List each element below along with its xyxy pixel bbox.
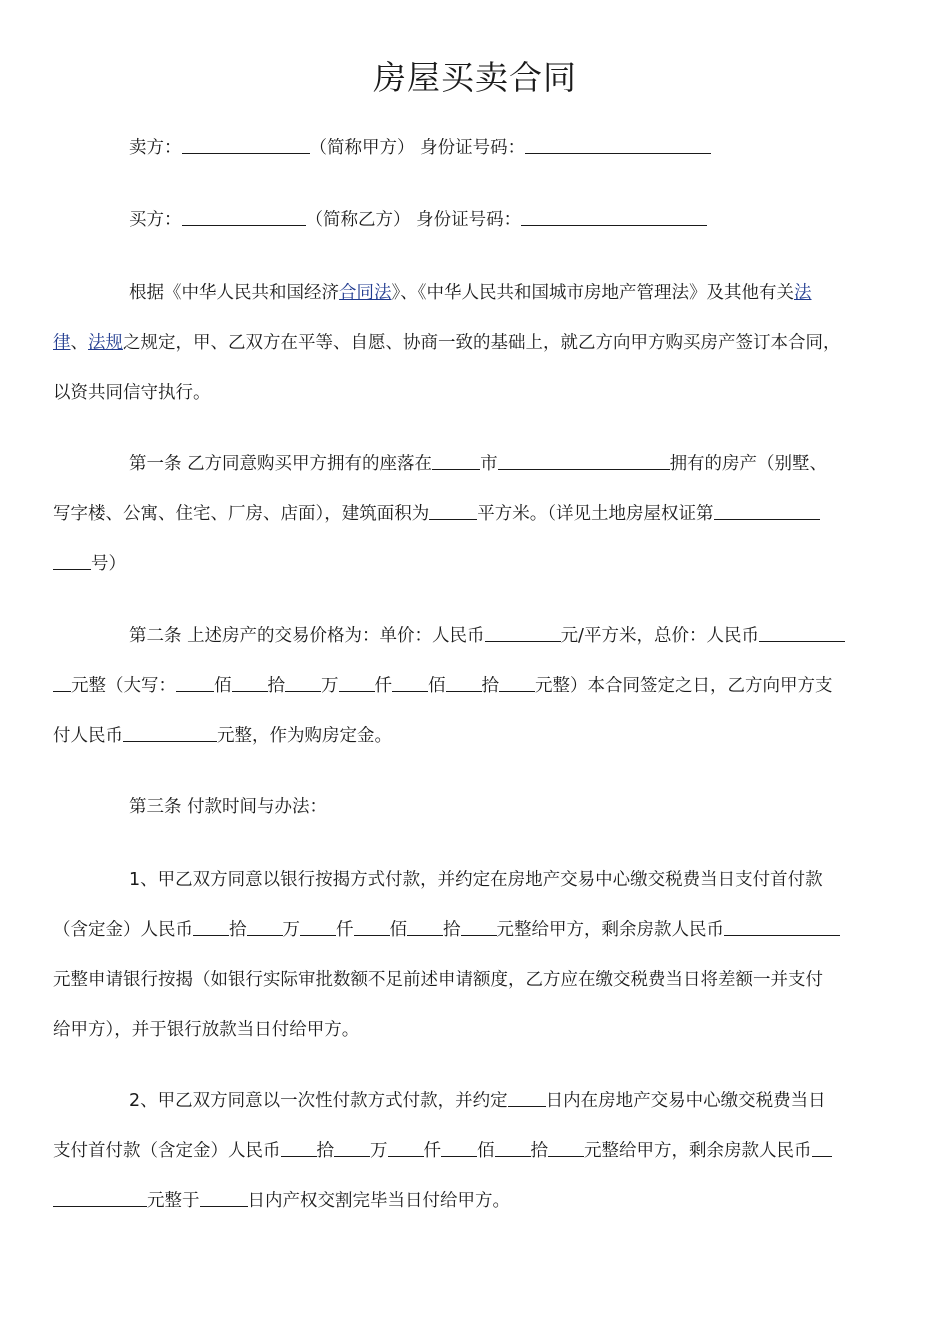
remaining-amount-blank-2 (53, 1205, 147, 1207)
buyer-id-blank (521, 224, 707, 226)
law-link-part1[interactable]: 法 (794, 283, 812, 303)
unit-price-blank (485, 640, 561, 642)
deposit-blank (123, 740, 217, 742)
buyer-line: 买方： （简称乙方） 身份证号码： (53, 195, 898, 245)
article-3-heading: 第三条 付款时间与办法： (129, 797, 328, 817)
article-3-item-1: 1、甲乙双方同意以银行按揭方式付款，并约定在房地产交易中心缴交税费当日支付首付款 （含定金）人民币 拾 万 仟 佰 拾 元整给甲方，剩余房款人民币 元整申请银行按揭（如银行实际审批数额不足前述申请额度，乙方应在缴交税费当日将差额一并支付 给甲方），并于银行放款当日付给甲方。 (53, 855, 898, 1055)
regulations-link[interactable]: 法规 (88, 333, 123, 353)
total-price-blank-2 (53, 690, 71, 692)
total-price-blank-1 (759, 640, 845, 642)
contract-law-link[interactable]: 合同法 (339, 283, 392, 303)
document-title: 房屋买卖合同 (373, 58, 577, 97)
article-2: 第二条 上述房产的交易价格为：单价：人民币 元/平方米，总价：人民币 元整（大写： 佰 拾 万 仟 佰 拾 元整）本合同签定之日，乙方向甲方支 付人民币 元整，作为购房定金。 (53, 611, 898, 761)
buyer-name-blank (182, 224, 306, 226)
seller-name-blank (182, 152, 310, 154)
days-blank-2 (200, 1205, 248, 1207)
certificate-blank-2 (53, 568, 91, 570)
location-blank (498, 468, 670, 470)
law-link-part2[interactable]: 律 (53, 333, 71, 353)
seller-line: 卖方： （简称甲方） 身份证号码： (53, 123, 898, 173)
intro-paragraph: 根据《中华人民共和国经济合同法》、《中华人民共和国城市房地产管理法》及其他有关法 律、法规之规定，甲、乙双方在平等、自愿、协商一致的基础上，就乙方向甲方购买房产签订本合同， 以资共同信守执行。 (53, 283, 841, 403)
certificate-blank-1 (714, 518, 820, 520)
article-3-item-2: 2、甲乙双方同意以一次性付款方式付款，并约定 日内在房地产交易中心缴交税费当日 支付首付款（含定金）人民币 拾 万 仟 佰 拾 元整给甲方，剩余房款人民币 元整于 日内产权交割完毕当日付给甲方。 (53, 1076, 898, 1226)
city-blank (432, 468, 480, 470)
seller-id-blank (525, 152, 711, 154)
days-blank-1 (508, 1105, 546, 1107)
article-1: 第一条 乙方同意购买甲方拥有的座落在 市 拥有的房产（别墅、 写字楼、公寓、住宅、厂房、店面），建筑面积为 平方米。（详见土地房屋权证第 号） (53, 454, 828, 574)
remaining-amount-blank (724, 934, 840, 936)
area-blank (429, 518, 477, 520)
